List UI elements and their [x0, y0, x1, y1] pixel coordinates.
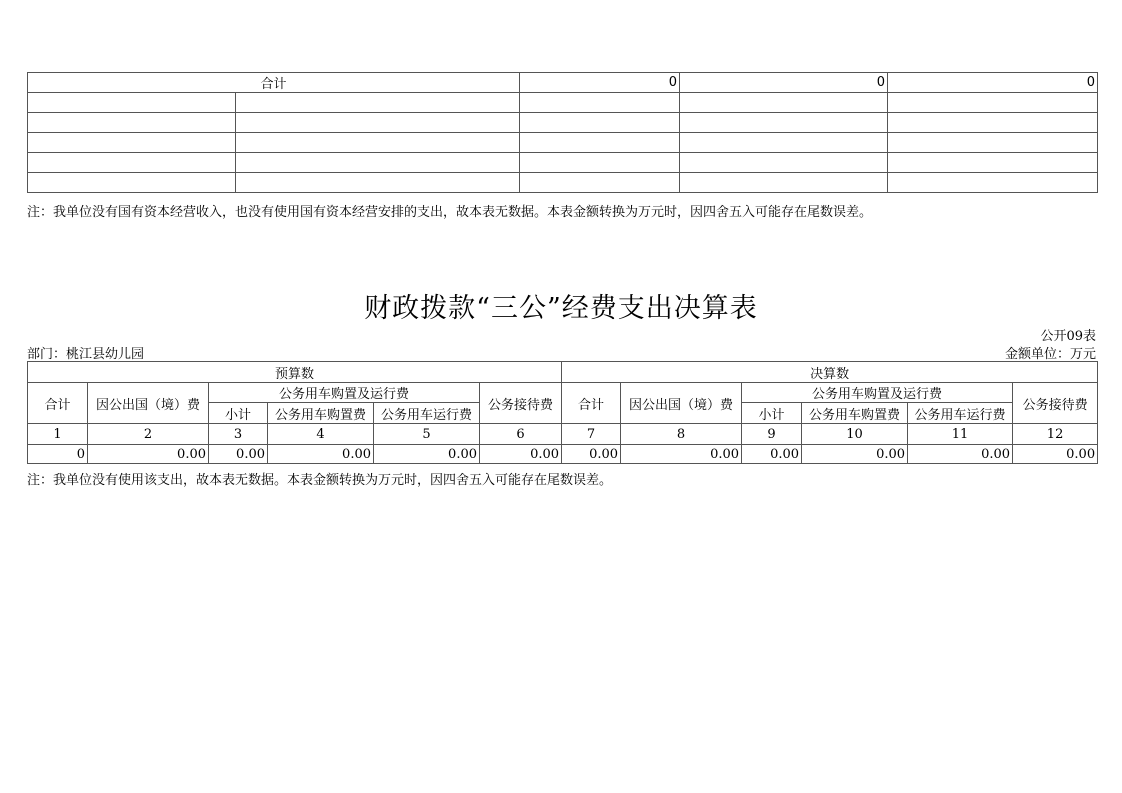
header-reception-final: 公务接待费 [1013, 383, 1098, 424]
col-number: 2 [88, 424, 209, 445]
header-abroad: 因公出国（境）费 [88, 383, 209, 424]
table-row [28, 93, 1098, 113]
col-number: 12 [1013, 424, 1098, 445]
header-abroad-final: 因公出国（境）费 [621, 383, 742, 424]
report-title: 财政拨款“三公”经费支出决算表 [364, 293, 758, 324]
total-label: 合计 [28, 73, 520, 93]
col-number: 8 [621, 424, 742, 445]
table-row-total [28, 73, 1098, 93]
unit-label: 金额单位：万元 [1004, 347, 1096, 362]
value-cell: 0.00 [88, 445, 209, 464]
header-purchase: 公务用车购置费 [268, 403, 374, 424]
header-vehicle: 公务用车购置及运行费 [209, 383, 480, 403]
table-row [28, 133, 1098, 153]
table1-note: 注：我单位没有国有资本经营收入，也没有使用国有资本经营安排的支出，故本表无数据。本表金额转换为万元时，因四舍五入可能存在尾数误差。 [27, 205, 873, 220]
capital-operating-table [27, 72, 1098, 193]
group-budget: 预算数 [28, 362, 562, 383]
value-cell: 0.00 [1013, 445, 1098, 464]
report-code: 公开09表 [1040, 329, 1096, 344]
total-value-1: 0 [520, 73, 680, 93]
table-row [28, 153, 1098, 173]
value-cell: 0.00 [209, 445, 268, 464]
value-cell: 0.00 [802, 445, 908, 464]
col-number: 3 [209, 424, 268, 445]
header-operation-final: 公务用车运行费 [908, 403, 1013, 424]
col-number: 9 [742, 424, 802, 445]
header-row-categories [28, 383, 1098, 403]
header-row-groups [28, 362, 1098, 383]
value-cell: 0.00 [480, 445, 562, 464]
col-number: 5 [374, 424, 480, 445]
value-cell: 0.00 [268, 445, 374, 464]
col-number: 4 [268, 424, 374, 445]
group-final: 决算数 [562, 362, 1098, 383]
col-number: 6 [480, 424, 562, 445]
value-cell: 0 [28, 445, 88, 464]
header-vehicle-final: 公务用车购置及运行费 [742, 383, 1013, 403]
total-value-3: 0 [888, 73, 1098, 93]
header-total: 合计 [28, 383, 88, 424]
three-public-expense-table [27, 361, 1098, 464]
department-label: 部门：桃江县幼儿园 [27, 347, 145, 362]
table-row [28, 113, 1098, 133]
value-cell: 0.00 [374, 445, 480, 464]
value-cell: 0.00 [742, 445, 802, 464]
header-total-final: 合计 [562, 383, 621, 424]
value-cell: 0.00 [562, 445, 621, 464]
col-number: 10 [802, 424, 908, 445]
total-value-2: 0 [680, 73, 888, 93]
value-cell: 0.00 [908, 445, 1013, 464]
header-operation: 公务用车运行费 [374, 403, 480, 424]
col-number: 1 [28, 424, 88, 445]
table2-note: 注：我单位没有使用该支出，故本表无数据。本表金额转换为万元时，因四舍五入可能存在尾数误差。 [27, 473, 613, 488]
col-number: 11 [908, 424, 1013, 445]
header-purchase-final: 公务用车购置费 [802, 403, 908, 424]
header-reception: 公务接待费 [480, 383, 562, 424]
header-subtotal: 小计 [209, 403, 268, 424]
col-number: 7 [562, 424, 621, 445]
column-number-row [28, 424, 1098, 445]
header-subtotal-final: 小计 [742, 403, 802, 424]
table-row [28, 173, 1098, 193]
value-cell: 0.00 [621, 445, 742, 464]
table-row-values [28, 445, 1098, 464]
